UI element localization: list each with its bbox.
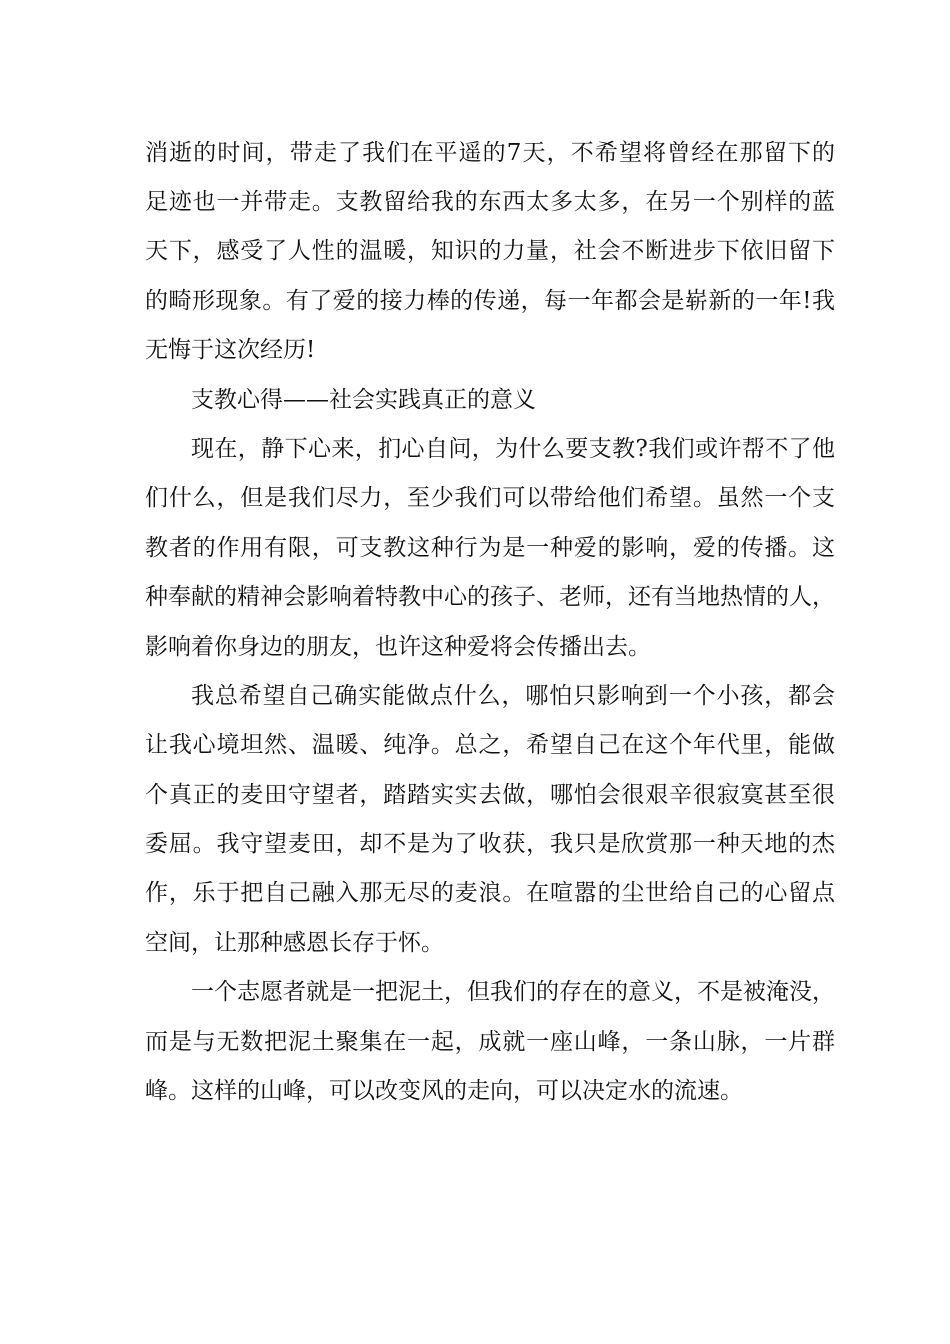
paragraph-4-line-1: 一个志愿者就是一把泥土，但我们的存在的意义，不是被淹没， bbox=[191, 979, 835, 1005]
paragraph-1-line-5: 无悔于这次经历! bbox=[145, 337, 316, 363]
paragraph-1-line-4: 的畸形现象。有了爱的接力棒的传递，每一年都会是崭新的一年!我 bbox=[145, 288, 835, 314]
paragraph-3-line-4: 委屈。我守望麦田，却不是为了收获，我只是欣赏那一种天地的杰 bbox=[145, 831, 835, 857]
paragraph-2-line-3: 教者的作用有限，可支教这种行为是一种爱的影响，爱的传播。这 bbox=[145, 535, 835, 561]
paragraph-3-line-5: 作，乐于把自己融入那无尽的麦浪。在喧嚣的尘世给自己的心留点 bbox=[145, 880, 835, 906]
paragraph-2-line-4: 种奉献的精神会影响着特教中心的孩子、老师，还有当地热情的人， bbox=[145, 584, 835, 610]
paragraph-2-line-1: 现在，静下心来，扪心自问，为什么要支教?我们或许帮不了他 bbox=[191, 436, 835, 462]
paragraph-2-line-2: 们什么，但是我们尽力，至少我们可以带给他们希望。虽然一个支 bbox=[145, 485, 835, 511]
paragraph-3-line-3: 个真正的麦田守望者，踏踏实实去做，哪怕会很艰辛很寂寞甚至很 bbox=[145, 782, 835, 808]
paragraph-3-line-2: 让我心境坦然、温暖、纯净。总之，希望自己在这个年代里，能做 bbox=[145, 732, 835, 758]
paragraph-1-line-1: 消逝的时间，带走了我们在平遥的7天，不希望将曾经在那留下的 bbox=[145, 140, 835, 166]
section-heading: 支教心得——社会实践真正的意义 bbox=[191, 387, 536, 413]
paragraph-3-line-1: 我总希望自己确实能做点什么，哪怕只影响到一个小孩，都会 bbox=[191, 683, 835, 709]
paragraph-2-line-5: 影响着你身边的朋友，也许这种爱将会传播出去。 bbox=[145, 634, 651, 660]
paragraph-3-line-6: 空间，让那种感恩长存于怀。 bbox=[145, 930, 444, 956]
paragraph-4-line-3: 峰。这样的山峰，可以改变风的走向，可以决定水的流速。 bbox=[145, 1078, 743, 1104]
paragraph-1-line-3: 天下，感受了人性的温暖，知识的力量，社会不断进步下依旧留下 bbox=[145, 238, 835, 264]
paragraph-4-line-2: 而是与无数把泥土聚集在一起，成就一座山峰，一条山脉，一片群 bbox=[145, 1029, 835, 1055]
paragraph-1-line-2: 足迹也一并带走。支教留给我的东西太多太多，在另一个别样的蓝 bbox=[145, 189, 835, 215]
